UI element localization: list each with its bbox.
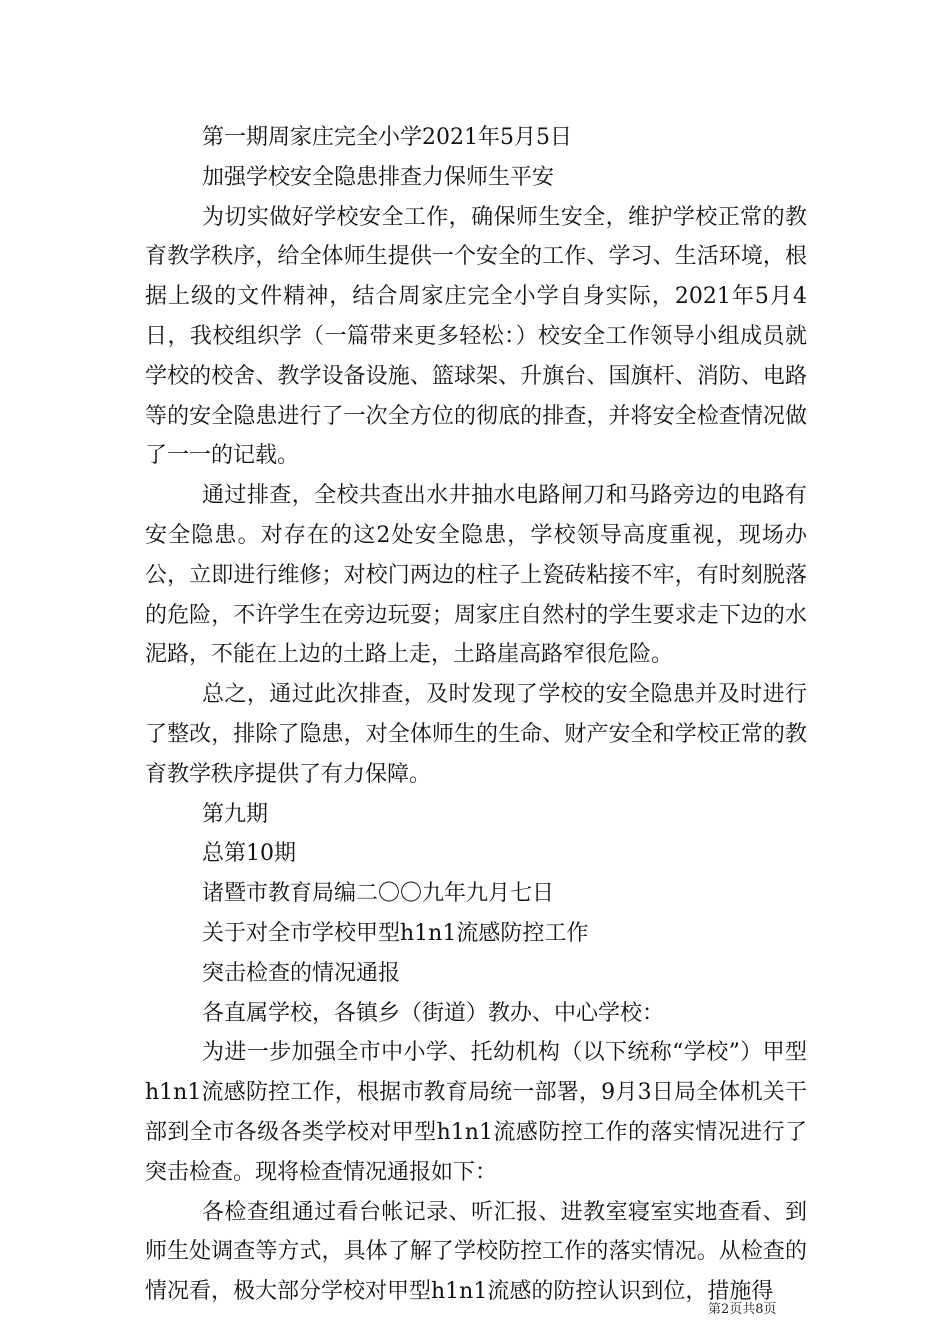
notice-title-line-2: 突击检查的情况通报 bbox=[202, 960, 401, 986]
article-title: 加强学校安全隐患排查力保师生平安 bbox=[202, 164, 555, 190]
notice-title-line-1: 关于对全市学校甲型h1n1流感防控工作 bbox=[202, 920, 589, 946]
paragraph: 各检查组通过看台帐记录、听汇报、进教室寝室实地查看、到师生处调查等方式，具体了解了学校防控工作的落实情况。从检查的情况看，极大部分学校对甲型h1n1流感的防控认识到位，措施得 bbox=[145, 1199, 807, 1305]
salutation: 各直属学校，各镇乡（街道）教办、中心学校： bbox=[202, 1000, 665, 1026]
paragraph: 为切实做好学校安全工作，确保师生安全，维护学校正常的教育教学秩序，给全体师生提供一个安全的工作、学习、生活环境，根据上级的文件精神，结合周家庄完全小学自身实际，2021年5月4日，我校组织学（一篇带来更多轻松：）校安全工作领导小组成员就学校的校舍、教学设备设施、篮球架、升旗台、国旗杆、消防、电路等的安全隐患进行了一次全方位的彻底的排查，并将安全检查情况做了一一的记载。 bbox=[145, 204, 807, 469]
issue-number: 第九期 bbox=[202, 801, 269, 827]
paragraph: 总之，通过此次排查，及时发现了学校的安全隐患并及时进行了整改，排除了隐患，对全体师生的生命、财产安全和学校正常的教育教学秩序提供了有力保障。 bbox=[145, 682, 807, 787]
paragraph: 为进一步加强全市中小学、托幼机构（以下统称“学校”）甲型h1n1流感防控工作，根据市教育局统一部署，9月3日局全体机关干部到全市各级各类学校对甲型h1n1流感防控工作的落实情况进行了突击检查。现将检查情况通报如下： bbox=[145, 1040, 807, 1185]
issue-line: 第一期周家庄完全小学2021年5月5日 bbox=[202, 125, 572, 150]
total-issue-number: 总第10期 bbox=[202, 841, 296, 867]
document-body bbox=[145, 118, 807, 1312]
page-number: 第2页共8页 bbox=[708, 1302, 777, 1317]
paragraph: 通过排查，全校共查出水井抽水电路闸刀和马路旁边的电路有安全隐患。对存在的这2处安全隐患，学校领导高度重视，现场办公，立即进行维修；对校门两边的柱子上瓷砖粘接不牢，有时刻脱落的危险，不许学生在旁边玩耍；周家庄自然村的学生要求走下边的水泥路，不能在上边的土路上走，土路崖高路窄很危险。 bbox=[145, 483, 807, 668]
publisher-date-line: 诸暨市教育局编二〇〇九年九月七日 bbox=[202, 881, 555, 907]
